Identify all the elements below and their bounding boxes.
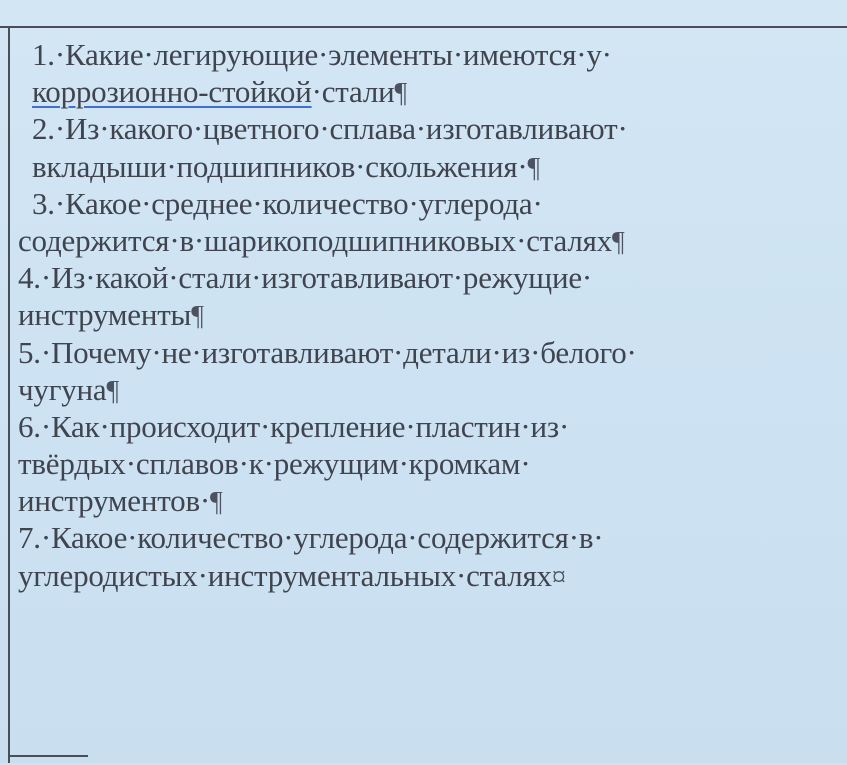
table-bottom-border-fragment [8, 755, 88, 765]
table-left-border [8, 26, 10, 763]
question-6-line-2 [18, 445, 843, 482]
question-4-line-2 [18, 296, 843, 333]
pilcrow-icon: ¶ [527, 152, 541, 184]
question-4-line-1 [18, 259, 843, 296]
table-top-border [0, 26, 847, 28]
question-3-text: 3.·Какое·среднее·количество·углерода· [32, 185, 543, 221]
question-1-text-end: ·стали [311, 74, 395, 110]
question-6-text: 6.·Как·происходит·крепление·пластин·из· [18, 408, 570, 444]
question-1-line-1 [18, 36, 843, 73]
question-5-text-end: чугуна [18, 371, 107, 407]
question-list [18, 36, 843, 756]
question-4-text: 4.·Из·какой·стали·изготавливают·режущие· [18, 260, 593, 296]
question-1-line-2 [18, 73, 843, 110]
question-5-line-2 [18, 371, 843, 408]
question-2-line-2 [18, 148, 843, 185]
pilcrow-icon: ¶ [106, 375, 119, 407]
question-6-text-end: инструментов· [18, 483, 211, 519]
question-7-line-2 [18, 557, 843, 594]
pilcrow-icon: ¶ [191, 301, 204, 333]
question-3-text-end: содержится·в·шарикоподшипниковых·сталях [18, 222, 612, 258]
question-6-line-1 [18, 408, 843, 445]
question-2-text-end: вкладыши·подшипников·скольжения· [32, 148, 528, 184]
pilcrow-icon: ¶ [611, 226, 625, 258]
question-5-line-1 [18, 334, 843, 371]
question-6-line-3 [18, 482, 843, 519]
pilcrow-icon: ¶ [210, 487, 223, 519]
spellcheck-underlined-word[interactable]: коррозионно-стойкой [32, 74, 312, 110]
question-3-line-1 [18, 185, 843, 222]
question-7-line-1 [18, 519, 843, 556]
question-1-text: 1.·Какие·легирующие·элементы·имеются·у· [32, 37, 612, 72]
question-4-text-end: инструменты [18, 297, 192, 333]
question-6-text-mid: твёрдых·сплавов·к·режущим·кромкам· [18, 446, 531, 482]
pilcrow-icon: ¶ [394, 78, 407, 110]
question-5-text: 5.·Почему·не·изготавливают·детали·из·белого· [18, 334, 637, 370]
question-3-line-2 [18, 222, 843, 259]
question-2-line-1 [18, 110, 843, 147]
question-7-text-end: углеродистых·инструментальных·сталях [18, 557, 552, 593]
question-2-text: 2.·Из·какого·цветного·сплава·изготавливают· [32, 111, 628, 147]
question-7-text: 7.·Какое·количество·углерода·содержится·в· [18, 520, 604, 556]
end-of-cell-icon: ¤ [551, 561, 566, 593]
